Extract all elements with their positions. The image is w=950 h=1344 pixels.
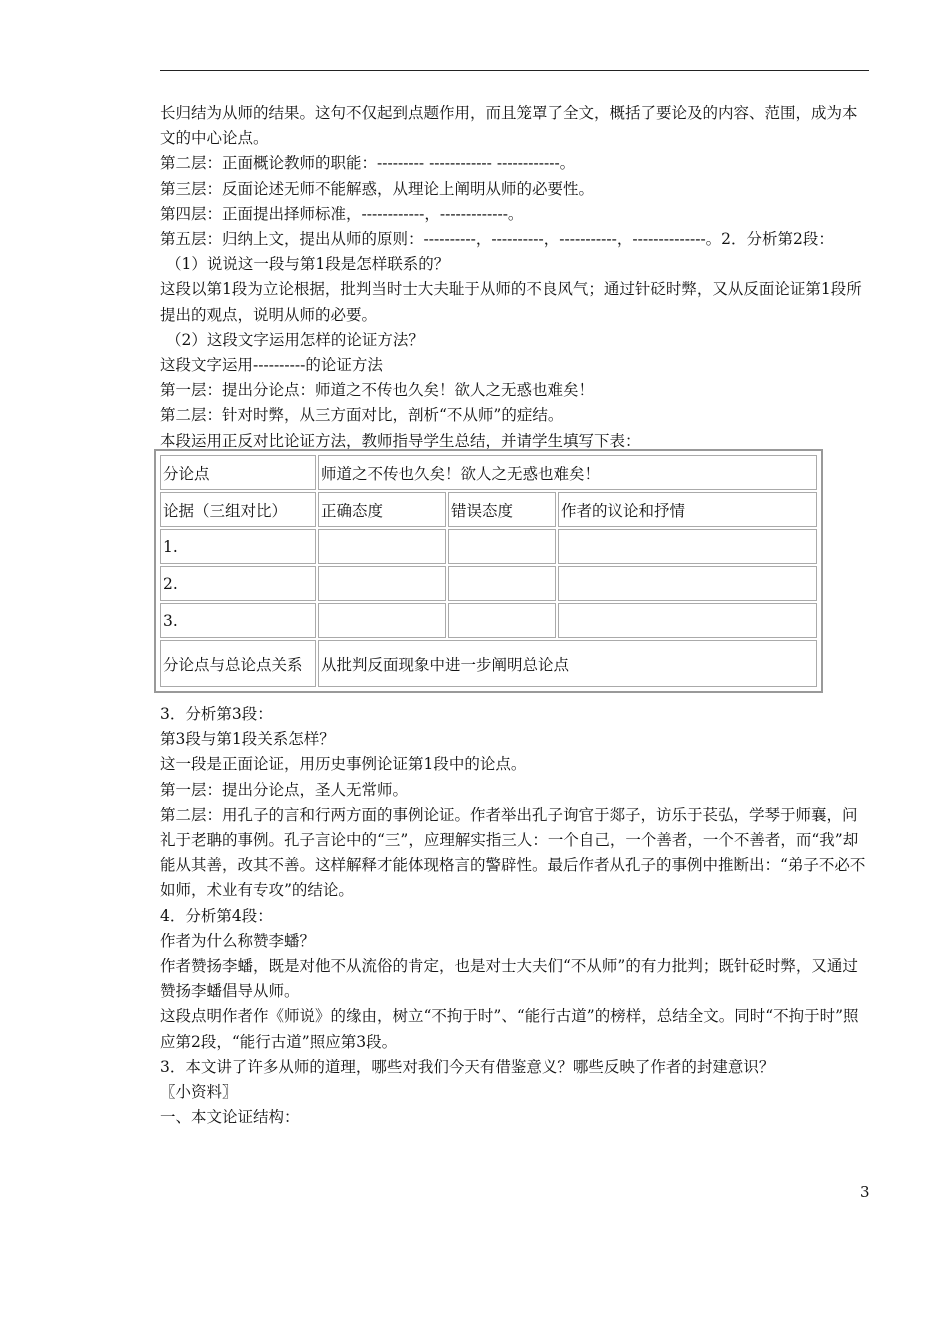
table-cell: 分论点与总论点关系 [160,640,316,687]
paragraph: 这段点明作者作《师说》的缘由，树立“不拘于时”、“能行古道”的榜样，总结全文。同时“不拘于时”照应第2段，“能行古道”照应第3段。 [160,1007,859,1051]
paragraph: 作者赞扬李蟠，既是对他不从流俗的肯定，也是对士大夫们“不从师”的有力批判；既针砭时弊，又通过赞扬李蟠倡导从师。 [160,957,858,1001]
table-cell [448,603,556,638]
paragraph: 本段运用正反对比论证方法，教师指导学生总结，并请学生填写下表： [160,431,641,450]
table-cell [558,566,817,601]
paragraph: 第四层：正面提出择师标准，------------，-------------。 [160,204,524,223]
table-cell [318,529,446,564]
table-cell: 3. [160,603,316,638]
paragraph: 这一段是正面论证，用历史事例论证第1段中的论点。 [160,755,527,774]
table-cell: 作者的议论和抒情 [558,492,817,527]
paragraph: 第五层：归纳上文，提出从师的原则：----------，----------，-----------，--------------。2．分析第2段： [160,230,834,249]
paragraph: 第二层：针对时弊，从三方面对比，剖析“不从师”的症结。 [160,406,564,425]
table-cell [448,529,556,564]
table-cell: 错误态度 [448,492,556,527]
table-cell [558,529,817,564]
table-cell [318,566,446,601]
table-row [160,455,817,490]
bottom-text-block [160,702,872,1130]
paragraph: （1）说说这一段与第1段是怎样联系的？ [166,255,450,274]
table-cell: 从批判反面现象中进一步阐明总论点 [318,640,817,687]
analysis-table [154,449,823,693]
table-cell: 1. [160,529,316,564]
top-text-block [160,101,872,454]
paragraph: 一、本文论证结构： [160,1108,300,1127]
table-cell [448,566,556,601]
paragraph: （2）这段文字运用怎样的论证方法？ [166,330,424,349]
paragraph: 第三层：反面论述无师不能解惑，从理论上阐明从师的必要性。 [160,179,595,198]
table-row [160,566,817,601]
paragraph: 第一层：提出分论点，圣人无常师。 [160,780,409,799]
table-row [160,492,817,527]
paragraph: 这段文字运用----------的论证方法 [160,356,383,375]
table-cell: 论据（三组对比） [160,492,316,527]
paragraph: 作者为什么称赞李蟠？ [160,931,316,950]
paragraph: 长归结为从师的结果。这句不仅起到点题作用，而且笼罩了全文，概括了要论及的内容、范围，成为本文的中心论点。 [160,104,858,148]
paragraph: 第二层：正面概论教师的职能：--------- ------------ ------------。 [160,154,576,173]
table-row [160,603,817,638]
table-cell: 正确态度 [318,492,446,527]
paragraph: 3．本文讲了许多从师的道理，哪些对我们今天有借鉴意义？哪些反映了作者的封建意识？ [160,1057,775,1076]
paragraph: 这段以第1段为立论根据，批判当时士大夫耻于从师的不良风气；通过针砭时弊，又从反面论证第1段所提出的观点，说明从师的必要。 [160,280,862,324]
paragraph: 3．分析第3段： [160,705,273,723]
paragraph: 〖小资料〗 [160,1083,238,1102]
page-number: 3 [860,1183,870,1201]
table-cell [558,603,817,638]
table-row [160,529,817,564]
table-cell: 分论点 [160,455,316,490]
table-cell: 2. [160,566,316,601]
header-rule [160,70,869,71]
paragraph: 第3段与第1段关系怎样？ [160,730,335,749]
paragraph: 4．分析第4段： [160,906,273,925]
table-cell [318,603,446,638]
paragraph: 第一层：提出分论点：师道之不传也久矣！欲人之无惑也难矣！ [160,381,595,400]
table-row [160,640,817,687]
paragraph: 第二层：用孔子的言和行两方面的事例论证。作者举出孔子询官于郯子，访乐于苌弘，学琴于师襄，问礼于老聃的事例。孔子言论中的“三”，应理解实指三人：一个自己，一个善者，一个不善者，而“我”却能从其善，改其不善。这样解释才能体现格言的警辟性。最后作者从孔子的事例中推断出：“弟子不必不如师，术业有专攻”的结论。 [160,805,866,900]
table-cell: 师道之不传也久矣！欲人之无惑也难矣！ [318,455,817,490]
